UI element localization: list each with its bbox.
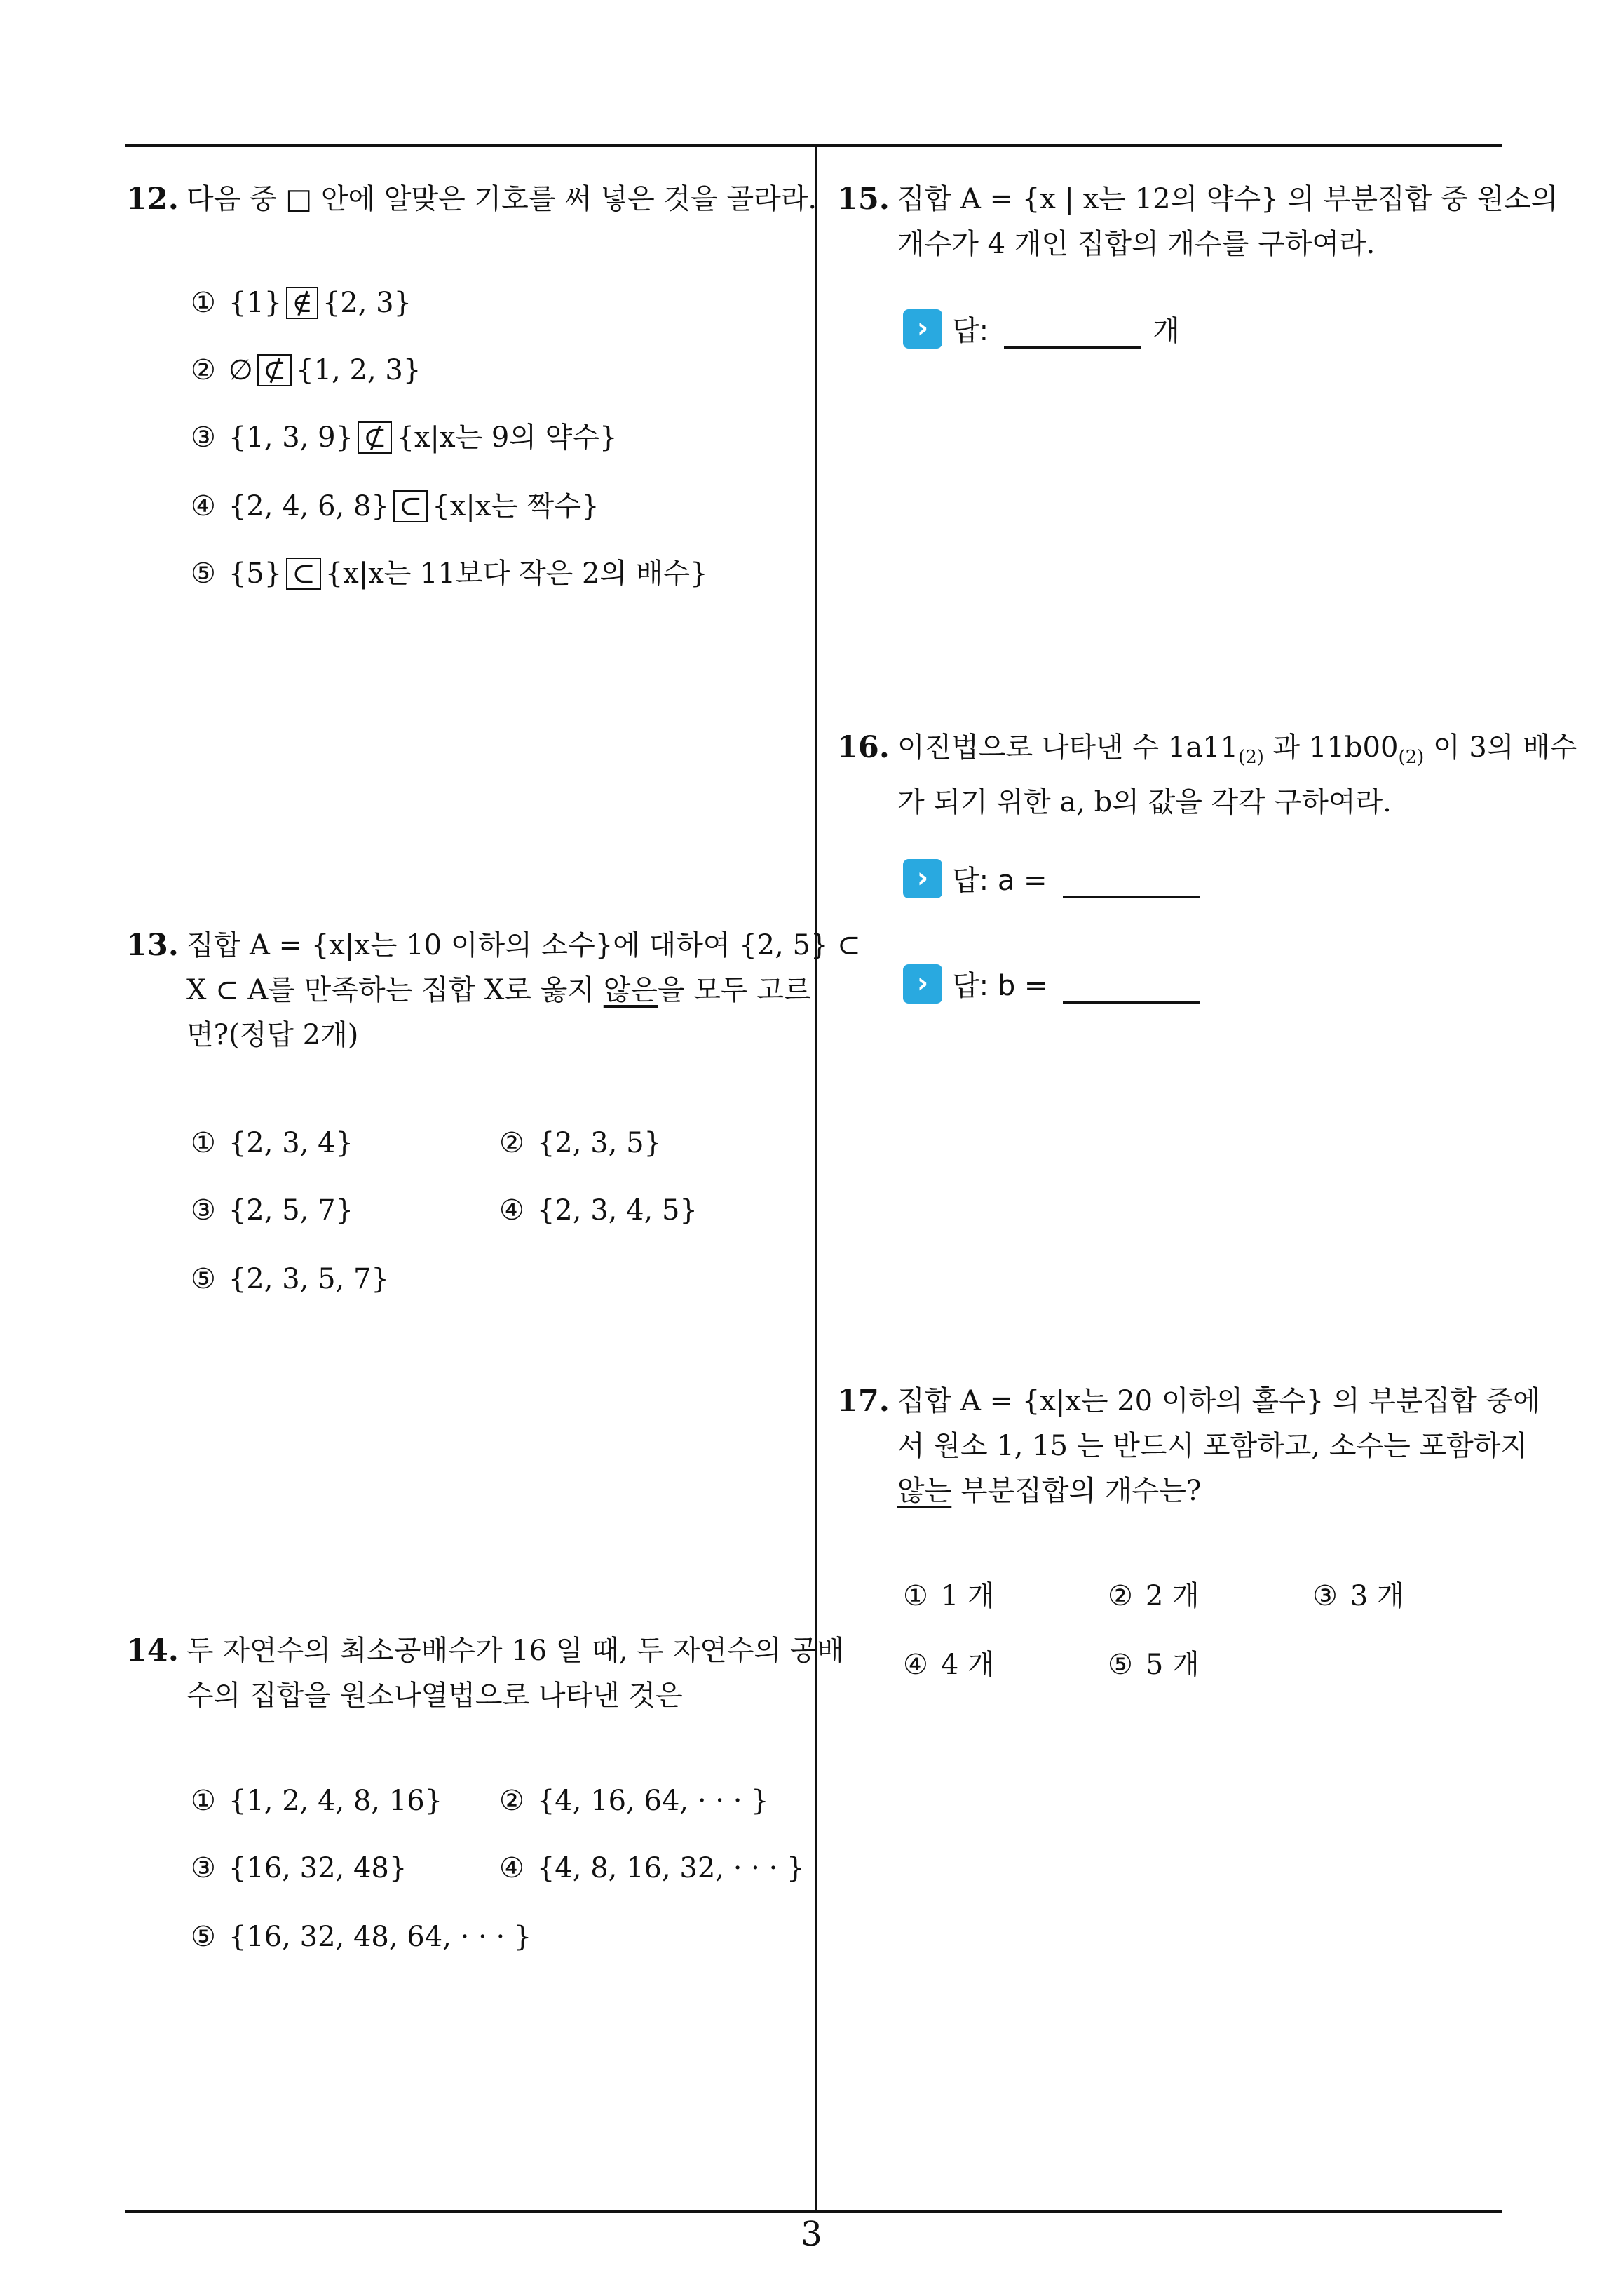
symbol-box: ⊄ [358,421,393,454]
chevron-right-icon: › [903,859,942,898]
question-text-line-2: 수의 집합을 원소나열법으로 나타낸 것은 [186,1680,683,1712]
question-number: 12. [126,182,179,217]
q12-choice-2[interactable] [191,351,421,390]
answer-blank[interactable] [1063,969,1200,1004]
choice-text: {2, 3, 5, 7} [228,1263,389,1295]
choice-text: 1 개 [940,1580,995,1612]
q12-choice-3[interactable] [191,418,617,457]
question-text-line-1 [837,725,1577,780]
choice-number: ② [1108,1580,1133,1612]
q16-answer-b-row [903,964,1211,1006]
question-text-line-2 [126,968,811,1013]
base-subscript: (2) [1398,747,1425,768]
question-text-line-1: 집합 A = {x|x는 10 이하의 소수}에 대하여 {2, 5} ⊂ [186,929,861,961]
choice-number: ③ [1312,1580,1338,1612]
choice-right-set: {x|x는 짝수} [432,490,599,522]
q13-choice-4[interactable] [499,1191,698,1230]
bottom-rule [125,2210,1502,2213]
question-14 [126,1628,845,1718]
choice-right-set: {1, 2, 3} [296,354,421,386]
question-text-line-2: 개수가 4 개인 집합의 개수를 구하여라. [897,228,1376,260]
choice-left-set: {5} [228,558,283,590]
chevron-right-icon: › [903,309,942,349]
choice-number: ③ [191,1194,216,1227]
choice-number: ② [499,1785,524,1817]
choice-text: {4, 16, 64, · · · } [536,1785,769,1817]
choice-number: ① [191,1785,216,1817]
choice-number: ⑤ [191,1921,216,1953]
question-text-line-2: 가 되기 위한 a, b의 값을 각각 구하여라. [897,786,1392,818]
q14-choice-2[interactable] [499,1781,769,1821]
choice-number: ④ [499,1194,524,1227]
q12-choice-4[interactable] [191,487,599,526]
answer-label: 답: b = [952,970,1048,1002]
question-16 [837,725,1577,825]
text-segment: X ⊂ A를 만족하는 집합 X로 옳지 [186,974,604,1006]
question-text-line-1: 집합 A = {x|x는 20 이하의 홀수} 의 부분집합 중에 [897,1385,1540,1417]
base-subscript: (2) [1238,747,1264,768]
q14-choice-4[interactable] [499,1849,804,1888]
choice-right-set: {2, 3} [322,287,412,319]
symbol-box: ⊄ [257,354,292,386]
choice-number: ⑤ [191,558,216,590]
choice-text: 4 개 [940,1649,995,1681]
q16-answer-a-row [903,858,1211,900]
q17-choice-4[interactable] [903,1645,995,1684]
underlined-text: 않은 [603,974,658,1006]
question-number: 13. [126,928,179,963]
choice-number: ⑤ [1108,1649,1133,1681]
choice-right-set: {x|x는 11보다 작은 2의 배수} [325,558,708,590]
underlined-text: 않는 [897,1475,952,1507]
choice-text: {2, 5, 7} [228,1194,353,1227]
choice-number: ① [191,287,216,319]
q14-choice-5[interactable] [191,1917,531,1957]
choice-text: 3 개 [1350,1580,1404,1612]
question-text-line-3 [837,1468,1510,1513]
chevron-right-icon: › [903,964,942,1004]
choice-number: ③ [191,421,216,454]
choice-text: {2, 3, 5} [536,1127,662,1159]
question-number: 15. [837,182,890,217]
choice-text: {16, 32, 48, 64, · · · } [228,1921,532,1953]
answer-unit: 개 [1153,315,1180,347]
choice-left-set: {1} [228,287,283,319]
question-17 [837,1379,1540,1513]
q13-choice-5[interactable] [191,1260,389,1299]
answer-label: 답: a = [952,865,1047,897]
q13-choice-1[interactable] [191,1123,353,1163]
q12-choice-5[interactable] [191,554,708,593]
choice-right-set: {x|x는 9의 약수} [396,421,618,454]
question-text-line-3: 면?(정답 2개) [186,1019,359,1051]
q12-choice-1[interactable] [191,283,412,323]
choice-number: ① [903,1580,928,1612]
symbol-box: ∉ [286,287,318,319]
question-text-line-1: 집합 A = {x | x는 12의 약수} 의 부분집합 중 원소의 [897,183,1559,215]
symbol-box: ⊂ [286,558,321,590]
q14-choice-1[interactable] [191,1781,442,1821]
choice-number: ① [191,1127,216,1159]
q14-choice-3[interactable] [191,1849,407,1888]
choice-number: ③ [191,1852,216,1884]
question-number: 14. [126,1633,179,1668]
choice-left-set: {1, 3, 9} [228,421,353,454]
choice-number: ② [191,354,216,386]
column-divider [815,146,817,2212]
question-15 [837,177,1559,266]
choice-number: ④ [191,490,216,522]
choice-number: ④ [903,1649,928,1681]
choice-text: 2 개 [1145,1580,1200,1612]
choice-text: 5 개 [1145,1649,1200,1681]
question-number: 17. [837,1384,890,1419]
q15-answer-row [903,309,1180,351]
top-rule [125,144,1502,147]
text-segment: 이진법으로 나타낸 수 1a11 [897,731,1239,764]
answer-label: 답: [952,315,989,347]
choice-left-set: {2, 4, 6, 8} [228,490,389,522]
text-segment: 이 3의 배수 [1424,731,1577,764]
q17-choice-2[interactable] [1108,1576,1200,1616]
choice-number: ② [499,1127,524,1159]
choice-left-set: ∅ [228,354,253,386]
question-text: 다음 중 □ 안에 알맞은 기호를 써 넣은 것을 골라라. [186,183,817,215]
choice-number: ④ [499,1852,524,1884]
choice-text: {16, 32, 48} [228,1852,407,1884]
question-12 [126,177,817,222]
q13-choice-2[interactable] [499,1123,662,1163]
choice-text: {4, 8, 16, 32, · · · } [536,1852,805,1884]
choice-number: ⑤ [191,1263,216,1295]
text-segment: 과 11b00 [1263,731,1399,764]
text-segment: 을 모두 고르 [658,974,811,1006]
answer-blank[interactable] [1063,864,1200,898]
answer-blank[interactable] [1004,314,1141,349]
question-text-line-2: 서 원소 1, 15 는 반드시 포함하고, 소수는 포함하지 [897,1430,1528,1462]
choice-text: {2, 3, 4} [228,1127,353,1159]
choice-text: {2, 3, 4, 5} [536,1194,698,1227]
page-number: 3 [801,2215,822,2254]
text-segment: 부분집합의 개수는? [951,1475,1202,1507]
q17-choice-5[interactable] [1108,1645,1200,1684]
question-text-line-1: 두 자연수의 최소공배수가 16 일 때, 두 자연수의 공배 [186,1635,845,1667]
question-number: 16. [837,730,890,765]
question-13 [126,923,861,1058]
q13-choice-3[interactable] [191,1191,353,1230]
symbol-box: ⊂ [393,490,428,522]
q17-choice-3[interactable] [1312,1576,1404,1616]
choice-text: {1, 2, 4, 8, 16} [228,1785,443,1817]
q17-choice-1[interactable] [903,1576,995,1616]
